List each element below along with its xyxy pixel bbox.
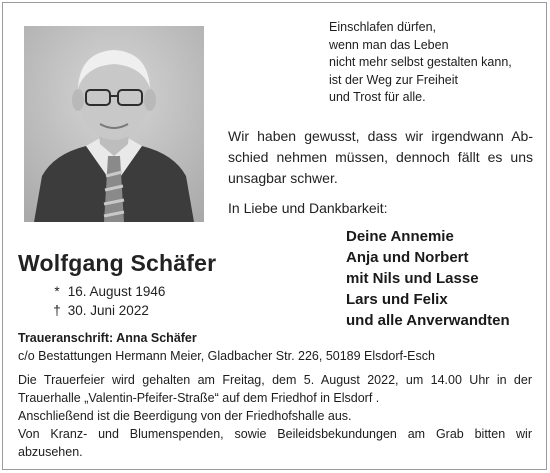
farewell-statement bbox=[228, 126, 533, 189]
death-cross-icon: † bbox=[53, 303, 61, 318]
poem-line: ist der Weg zur Freiheit bbox=[329, 72, 458, 87]
life-dates bbox=[50, 282, 210, 320]
statement-line: Wir haben gewusst, dass wir irgendwann Ab- bbox=[228, 128, 533, 144]
birth-date-row bbox=[50, 282, 210, 301]
death-date: 30. Juni 2022 bbox=[67, 303, 149, 318]
funeral-text-line: Anschließend ist die Beerdigung von der Friedhofshalle aus. bbox=[18, 409, 352, 423]
family-member: mit Nils und Lasse bbox=[346, 270, 479, 287]
mourning-address-line: c/o Bestattungen Hermann Meier, Gladbacher Str. 226, 50189 Elsdorf-Esch bbox=[18, 349, 435, 363]
statement-line: unsagbar schwer. bbox=[228, 170, 338, 186]
poem-line: Einschlafen dürfen, bbox=[329, 20, 437, 34]
poem-line: wenn man das Leben bbox=[329, 37, 449, 52]
funeral-details bbox=[18, 329, 532, 461]
poem-line: nicht mehr selbst gestalten kann, bbox=[329, 55, 512, 69]
funeral-text-line: Die Trauerfeier wird gehalten am Freitag, dem 5. August 2022, um 14.00 Uhr in der bbox=[18, 373, 532, 387]
family-member: Deine Annemie bbox=[346, 228, 454, 245]
poem bbox=[329, 19, 541, 107]
poem-line: und Trost für alle. bbox=[329, 90, 426, 104]
family-member: und alle Anverwandten bbox=[346, 312, 510, 329]
gratitude-line: In Liebe und Dankbarkeit: bbox=[228, 200, 388, 216]
funeral-text-line: abzusehen. bbox=[18, 445, 83, 459]
family-list bbox=[346, 226, 546, 331]
family-member: Anja und Norbert bbox=[346, 249, 469, 266]
family-member: Lars und Felix bbox=[346, 291, 448, 308]
funeral-text-line: Von Kranz- und Blumenspenden, sowie Beileidsbekundungen am Grab bitten wir bbox=[18, 427, 532, 441]
death-date-row bbox=[50, 301, 210, 320]
deceased-name: Wolfgang Schäfer bbox=[18, 250, 217, 276]
statement-line: schied nehmen müssen, dennoch fällt es uns bbox=[228, 149, 533, 165]
portrait-photo bbox=[24, 26, 204, 222]
mourning-address-label: Traueranschrift: Anna Schäfer bbox=[18, 331, 197, 345]
birth-date: 16. August 1946 bbox=[67, 284, 166, 299]
funeral-text-line: Trauerhalle „Valentin-Pfeifer-Straße“ auf dem Friedhof in Elsdorf . bbox=[18, 391, 380, 405]
birth-star-icon: * bbox=[54, 284, 60, 299]
